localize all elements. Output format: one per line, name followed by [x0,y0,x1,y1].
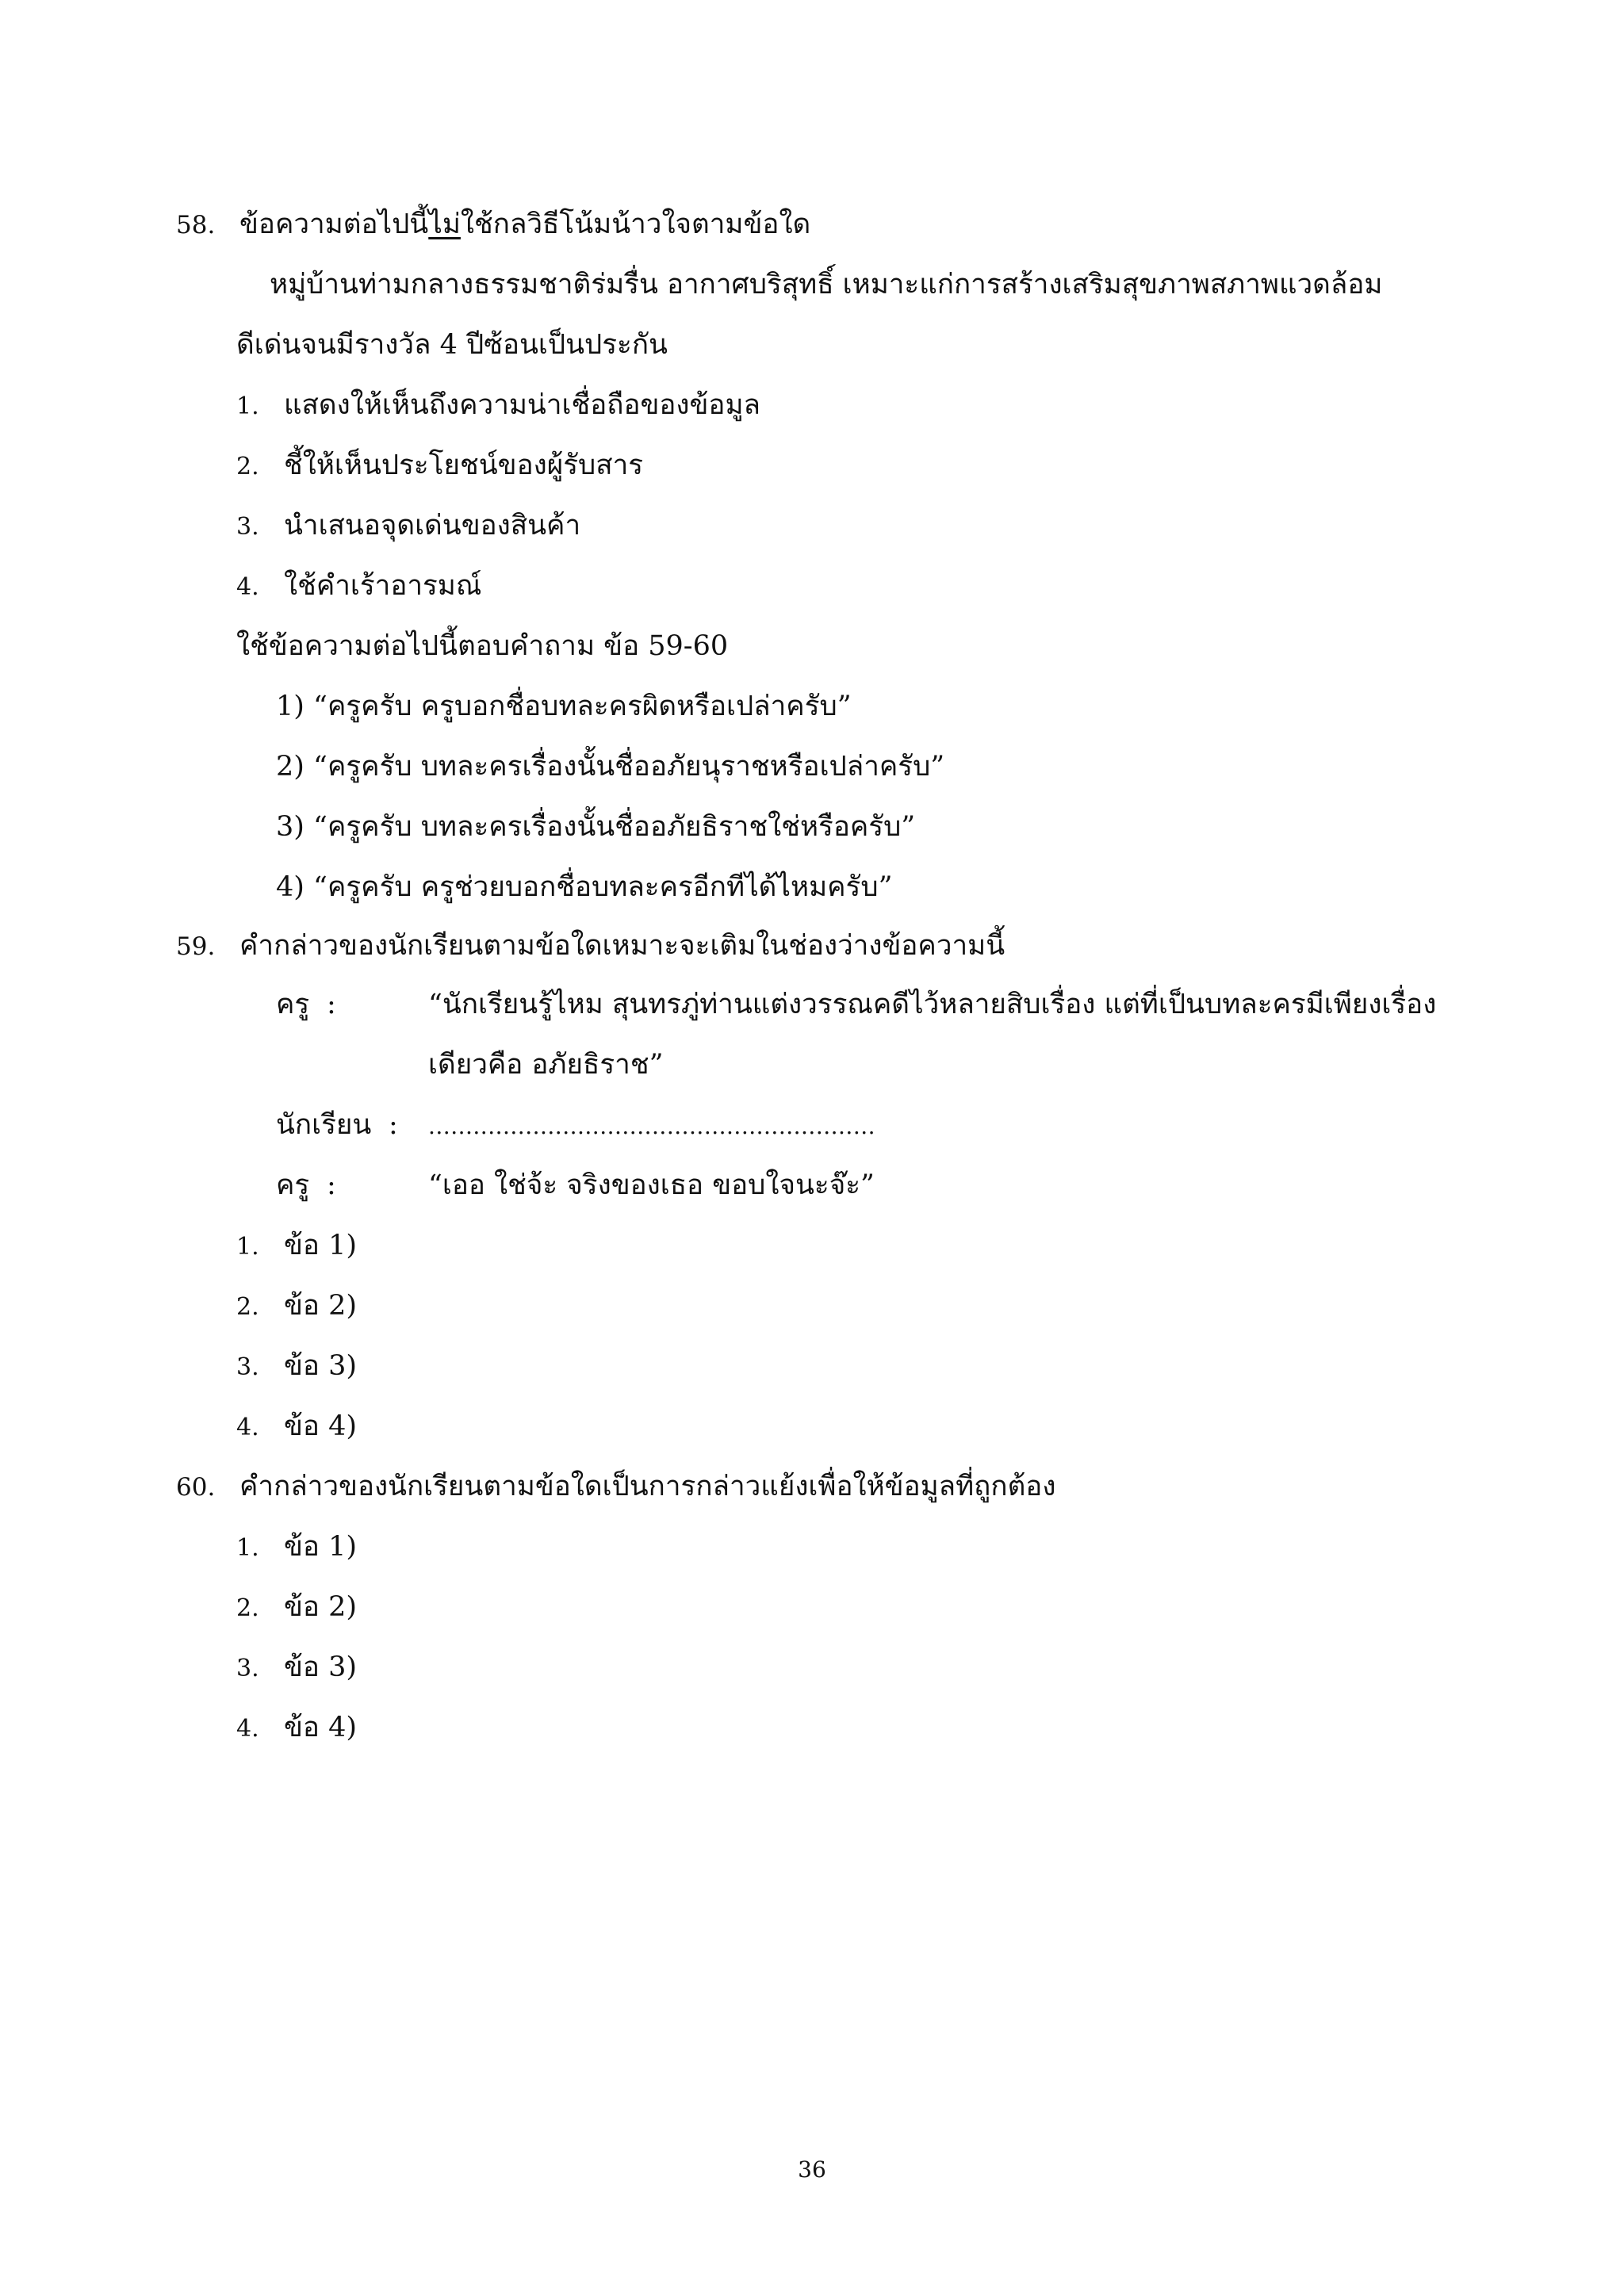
question-58-passage-line-2: ดีเด่นจนมีรางวัล 4 ปีซ้อนเป็นประกัน [236,329,668,361]
statement-4: 4) “ครูครับ ครูช่วยบอกชื่อบทละครอีกทีได้ไหมครับ” [276,871,893,903]
dialogue-teacher-line-2: เดียวคือ อภัยธิราช” [428,1049,664,1081]
statement-2: 2) “ครูครับ บทละครเรื่องนั้นชื่ออภัยนุราชหรือเปล่าครับ” [276,751,945,783]
question-59-prompt: 59. คำกล่าวของนักเรียนตามข้อใดเหมาะจะเติมในช่องว่างข้อความนี้ [176,930,1005,962]
q59-option-4: 4. ข้อ 4) [236,1410,357,1442]
q60-option-2: 2. ข้อ 2) [236,1591,357,1623]
question-58-prompt: 58. ข้อความต่อไปนี้ไม่ใช้กลวิธีโน้มน้าวใจตามข้อใด [176,209,811,240]
dialogue-colon: : [389,1109,398,1141]
dialogue-teacher-line-1: “นักเรียนรู้ไหม สุนทรภู่ท่านแต่งวรรณคดีไว้หลายสิบเรื่อง แต่ที่เป็นบทละครมีเพียงเรื่อง [428,989,1437,1020]
question-60-prompt: 60. คำกล่าวของนักเรียนตามข้อใดเป็นการกล่าวแย้งเพื่อให้ข้อมูลที่ถูกต้อง [176,1471,1056,1502]
q59-option-2: 2. ข้อ 2) [236,1290,357,1322]
q58-option-2: 2. ชี้ให้เห็นประโยชน์ของผู้รับสาร [236,450,644,481]
statement-1: 1) “ครูครับ ครูบอกชื่อบทละครผิดหรือเปล่าครับ” [276,691,852,722]
dialogue-speaker-teacher: ครู [276,1169,310,1201]
page-number: 36 [798,2156,826,2183]
q58-option-3: 3. นำเสนอจุดเด่นของสินค้า [236,510,581,541]
q60-option-1: 1. ข้อ 1) [236,1531,357,1563]
question-number: 58. [176,211,216,239]
question-58-passage-line-1: หมู่บ้านท่ามกลางธรรมชาติร่มรื่น อากาศบริสุทธิ์ เหมาะแก่การสร้างเสริมสุขภาพสภาพแวดล้อม [270,269,1383,300]
question-number: 60. [176,1473,216,1502]
statement-3: 3) “ครูครับ บทละครเรื่องนั้นชื่ออภัยธิราชใช่หรือครับ” [276,811,916,843]
question-number: 59. [176,932,216,961]
q59-option-3: 3. ข้อ 3) [236,1350,357,1382]
dialogue-blank: ............................................................ [428,1113,876,1139]
dialogue-teacher-reply: “เออ ใช่จ้ะ จริงของเธอ ขอบใจนะจ๊ะ” [428,1169,875,1201]
group-instruction: ใช้ข้อความต่อไปนี้ตอบคำถาม ข้อ 59-60 [236,630,729,662]
dialogue-speaker-student: นักเรียน [276,1109,372,1141]
q58-option-4: 4. ใช้คำเร้าอารมณ์ [236,570,482,602]
dialogue-colon: : [327,1169,336,1201]
q59-option-1: 1. ข้อ 1) [236,1230,357,1261]
q60-option-4: 4. ข้อ 4) [236,1712,357,1743]
dialogue-speaker-teacher: ครู [276,989,310,1020]
dialogue-colon: : [327,989,336,1020]
q60-option-3: 3. ข้อ 3) [236,1651,357,1683]
q58-option-1: 1. แสดงให้เห็นถึงความน่าเชื่อถือของข้อมูล [236,389,760,421]
